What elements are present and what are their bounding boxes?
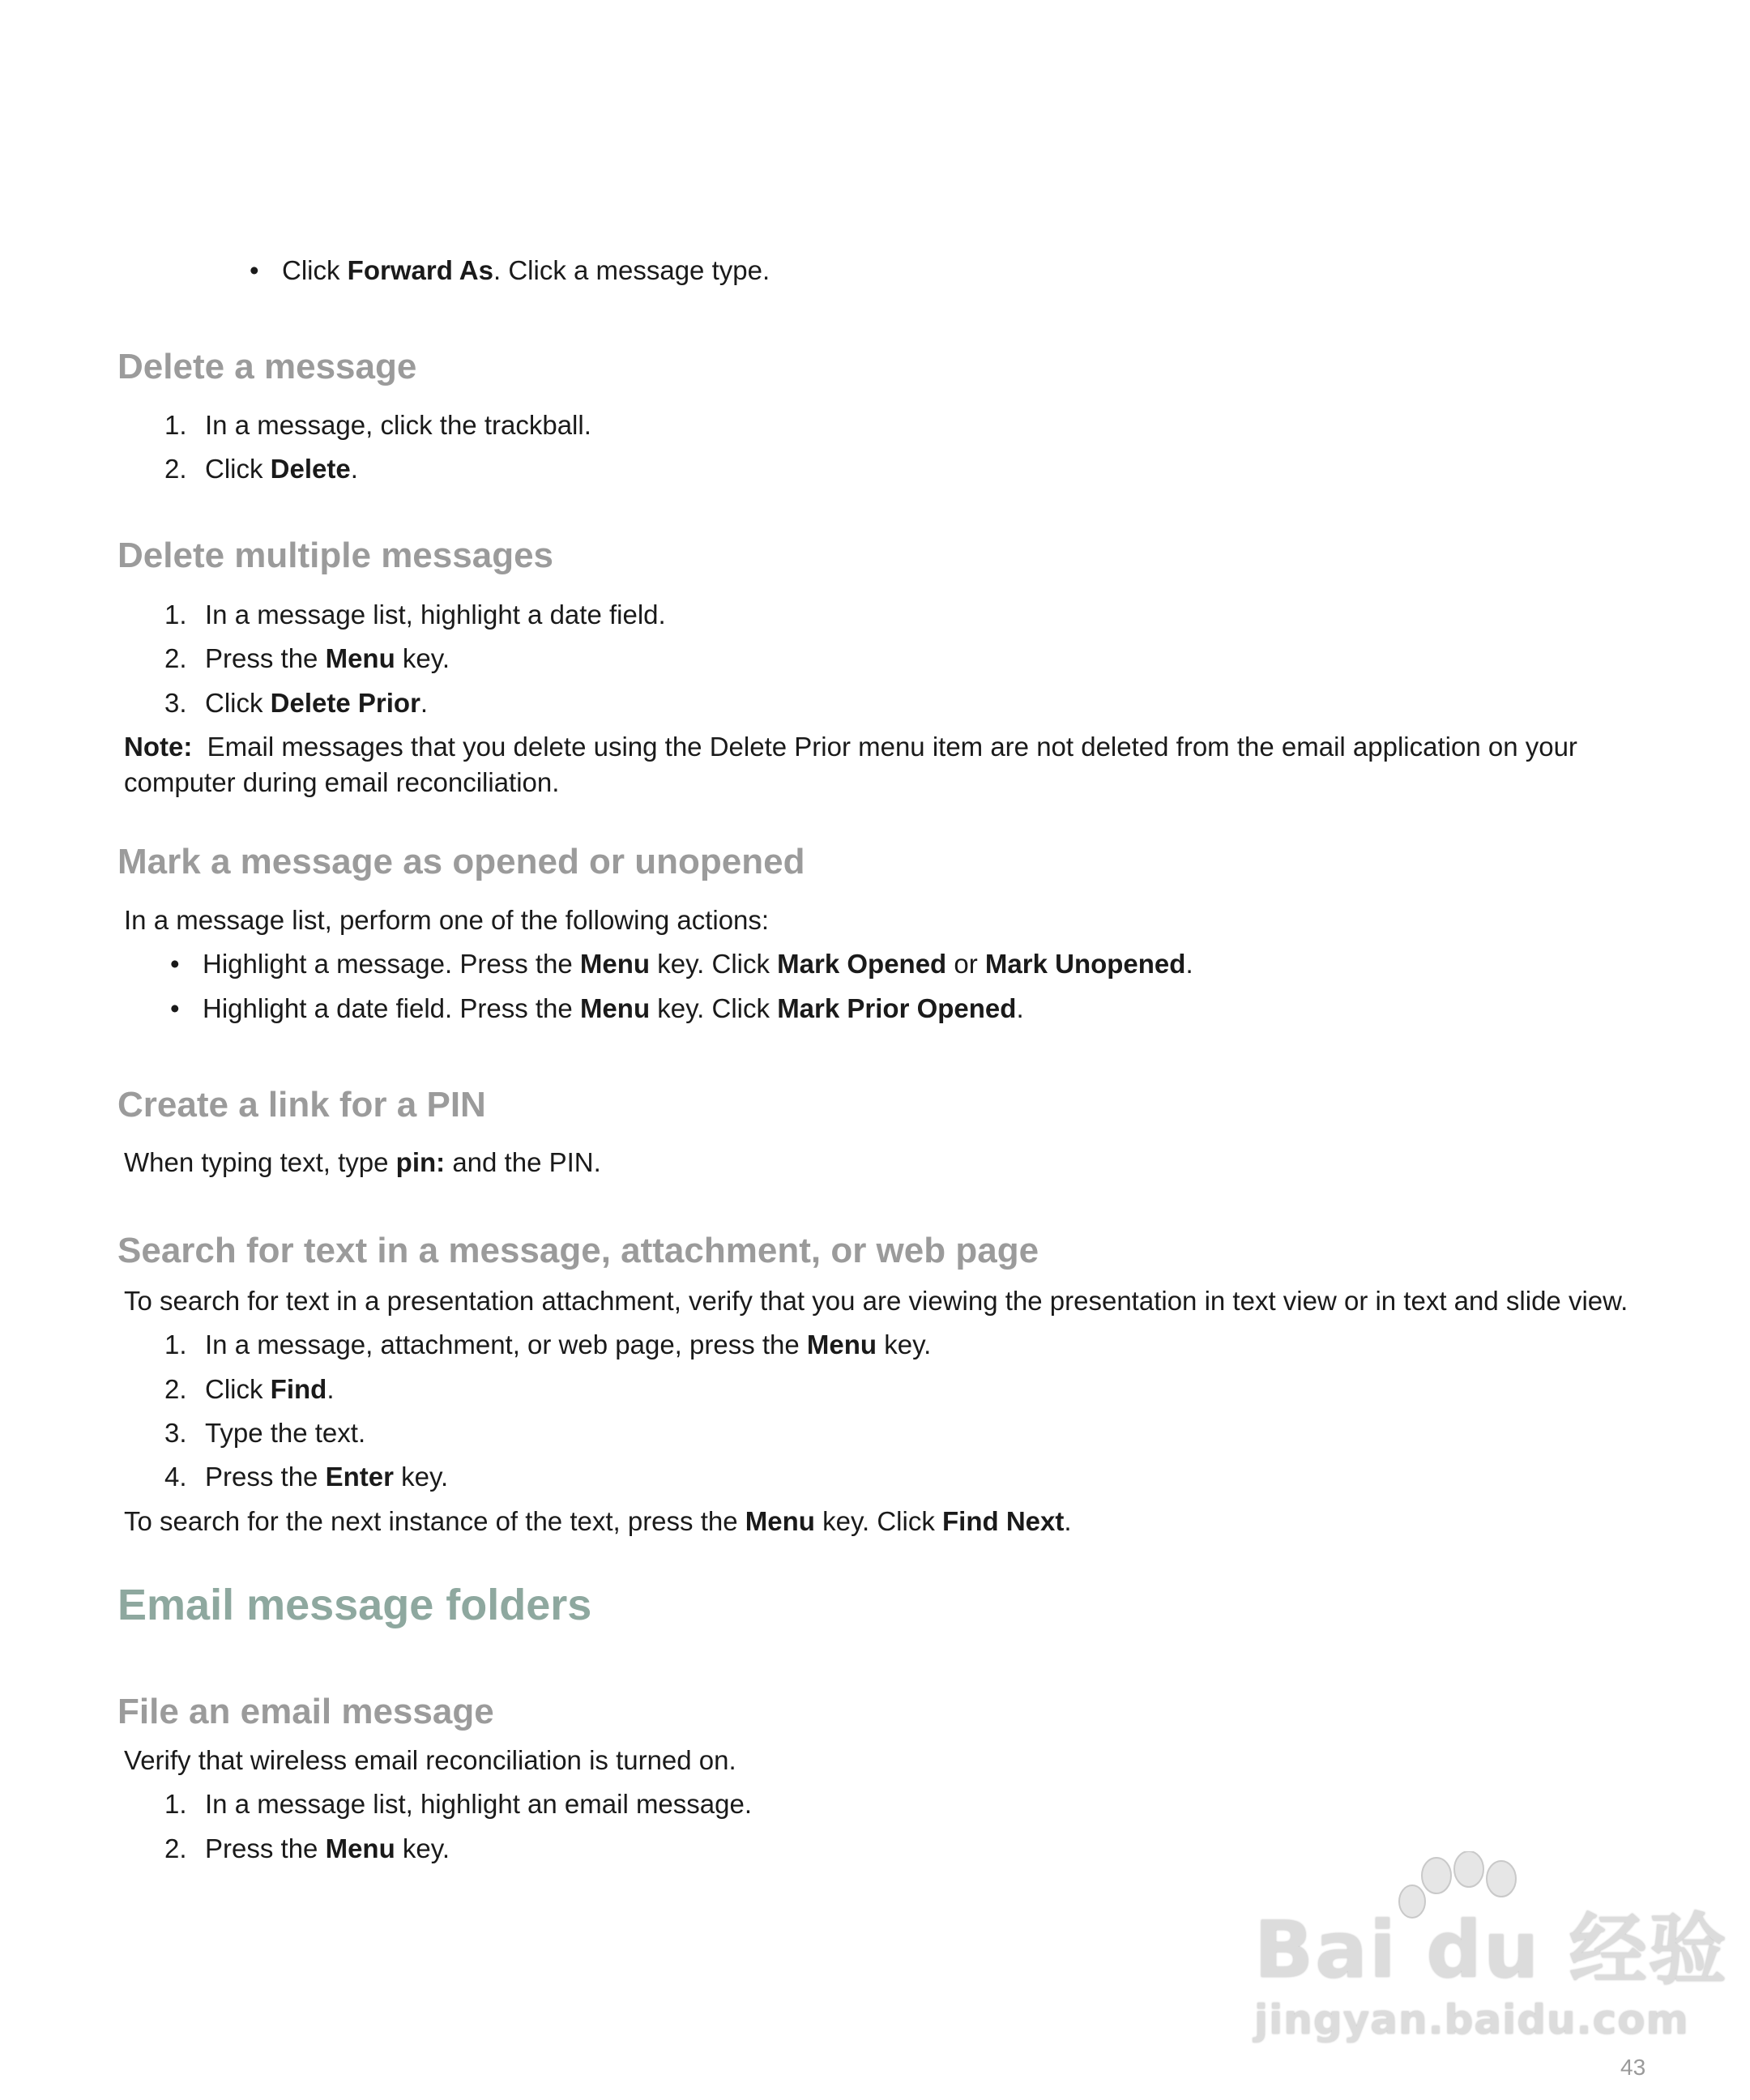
text-run: key. xyxy=(393,1462,449,1492)
bullet-glyph: • xyxy=(170,993,180,1023)
chapter-title: Email message folders xyxy=(117,1581,592,1629)
text-run: Highlight a message. Press the xyxy=(203,949,580,979)
step-number: 2. xyxy=(164,1374,187,1404)
text-run: Type the text. xyxy=(205,1418,366,1448)
text-run: In a message list, highlight an email message. xyxy=(205,1789,753,1819)
text-run: When typing text, type xyxy=(124,1147,396,1177)
text-run: . xyxy=(420,688,429,718)
watermark xyxy=(1254,1851,1728,2046)
list-item xyxy=(250,253,770,288)
step-number: 1. xyxy=(164,410,187,440)
text-run: . xyxy=(1064,1506,1072,1536)
list-item xyxy=(164,1786,752,1822)
text-run: key. xyxy=(395,1833,450,1863)
step-number: 1. xyxy=(164,1330,187,1359)
text-run: . xyxy=(350,454,358,484)
bullet-glyph: • xyxy=(170,949,180,979)
section-heading: Mark a message as opened or unopened xyxy=(117,842,805,881)
bold-run: Menu xyxy=(745,1506,815,1536)
paragraph xyxy=(124,1504,1072,1539)
bold-run: Delete Prior xyxy=(270,688,420,718)
list-item xyxy=(164,685,428,721)
list-item xyxy=(164,1415,365,1451)
paragraph xyxy=(124,1145,601,1180)
paragraph: Verify that wireless email reconciliation is turned on. xyxy=(124,1745,736,1775)
bold-run: Mark Opened xyxy=(777,949,947,979)
text-run: key. xyxy=(395,643,450,673)
step-number: 2. xyxy=(164,454,187,484)
section-heading: Delete a message xyxy=(117,347,417,386)
text-run: . Click a message type. xyxy=(493,255,770,285)
text-run: Click xyxy=(282,255,348,285)
text-run: Click xyxy=(205,688,271,718)
bold-run: Menu xyxy=(579,949,651,979)
text-run: Press the xyxy=(205,1833,326,1863)
text-run: . xyxy=(1016,993,1024,1023)
text-run: and the PIN. xyxy=(445,1147,601,1177)
text-run: Click xyxy=(205,454,271,484)
text-run: key. Click xyxy=(650,949,778,979)
bold-run: Forward As xyxy=(347,255,493,285)
bold-run: Delete xyxy=(270,454,351,484)
bold-run: Menu xyxy=(325,643,395,673)
text-run: key. Click xyxy=(814,1506,943,1536)
note-paragraph xyxy=(124,729,1688,800)
paragraph: To search for text in a presentation attachment, verify that you are viewing the presentation in text view or in text and slide view. xyxy=(124,1286,1628,1316)
step-number: 2. xyxy=(164,643,187,673)
step-number: 3. xyxy=(164,1418,187,1448)
list-item xyxy=(170,946,1193,982)
text-run: In a message list, highlight a date field. xyxy=(205,600,666,630)
section-heading: File an email message xyxy=(117,1692,494,1731)
bold-run: Menu xyxy=(325,1833,395,1863)
text-run: To search for the next instance of the text, press the xyxy=(124,1506,745,1536)
step-number: 3. xyxy=(164,688,187,718)
list-item xyxy=(164,1459,448,1495)
bold-run: Mark Prior Opened xyxy=(777,993,1017,1023)
bold-run: Menu xyxy=(579,993,651,1023)
list-item xyxy=(164,1327,931,1363)
note-text: Email messages that you delete using the Delete Prior menu item are not deleted from the email application on your computer during email reconciliation. xyxy=(124,732,1577,797)
list-item xyxy=(164,597,666,633)
note-label: Note: xyxy=(124,732,193,762)
page-number: 43 xyxy=(1620,2055,1646,2080)
bold-run: Find Next xyxy=(942,1506,1065,1536)
bold-run: pin: xyxy=(395,1147,446,1177)
step-number: 4. xyxy=(164,1462,187,1492)
section-heading: Search for text in a message, attachment, or web page xyxy=(117,1231,1039,1270)
step-number: 2. xyxy=(164,1833,187,1863)
watermark-logo-text: Bai du 经验 xyxy=(1254,1905,1728,1995)
text-run: key. Click xyxy=(650,993,778,1023)
list-item xyxy=(164,1372,335,1407)
bold-run: Find xyxy=(270,1374,327,1404)
list-item xyxy=(170,991,1024,1027)
bold-run: Menu xyxy=(806,1330,877,1359)
text-run: . xyxy=(1185,949,1193,979)
text-run: Highlight a date field. Press the xyxy=(203,993,580,1023)
text-run: In a message, click the trackball. xyxy=(205,410,591,440)
bullet-glyph: • xyxy=(250,255,259,285)
bold-run: Enter xyxy=(325,1462,394,1492)
text-run: key. xyxy=(877,1330,932,1359)
text-run: or xyxy=(946,949,985,979)
step-number: 1. xyxy=(164,1789,187,1819)
text-run: Press the xyxy=(205,643,326,673)
step-number: 1. xyxy=(164,600,187,630)
bold-run: Mark Unopened xyxy=(984,949,1186,979)
text-run: In a message, attachment, or web page, press the xyxy=(205,1330,807,1359)
text-run: Click xyxy=(205,1374,271,1404)
text-run: . xyxy=(327,1374,335,1404)
paragraph: In a message list, perform one of the following actions: xyxy=(124,905,770,935)
section-heading: Create a link for a PIN xyxy=(117,1085,486,1125)
list-item xyxy=(164,1831,450,1867)
list-item xyxy=(164,641,450,677)
text-run: Press the xyxy=(205,1462,326,1492)
list-item xyxy=(164,408,591,443)
list-item xyxy=(164,451,358,487)
section-heading: Delete multiple messages xyxy=(117,536,554,575)
watermark-url: jingyan.baidu.com xyxy=(1254,1996,1689,2043)
